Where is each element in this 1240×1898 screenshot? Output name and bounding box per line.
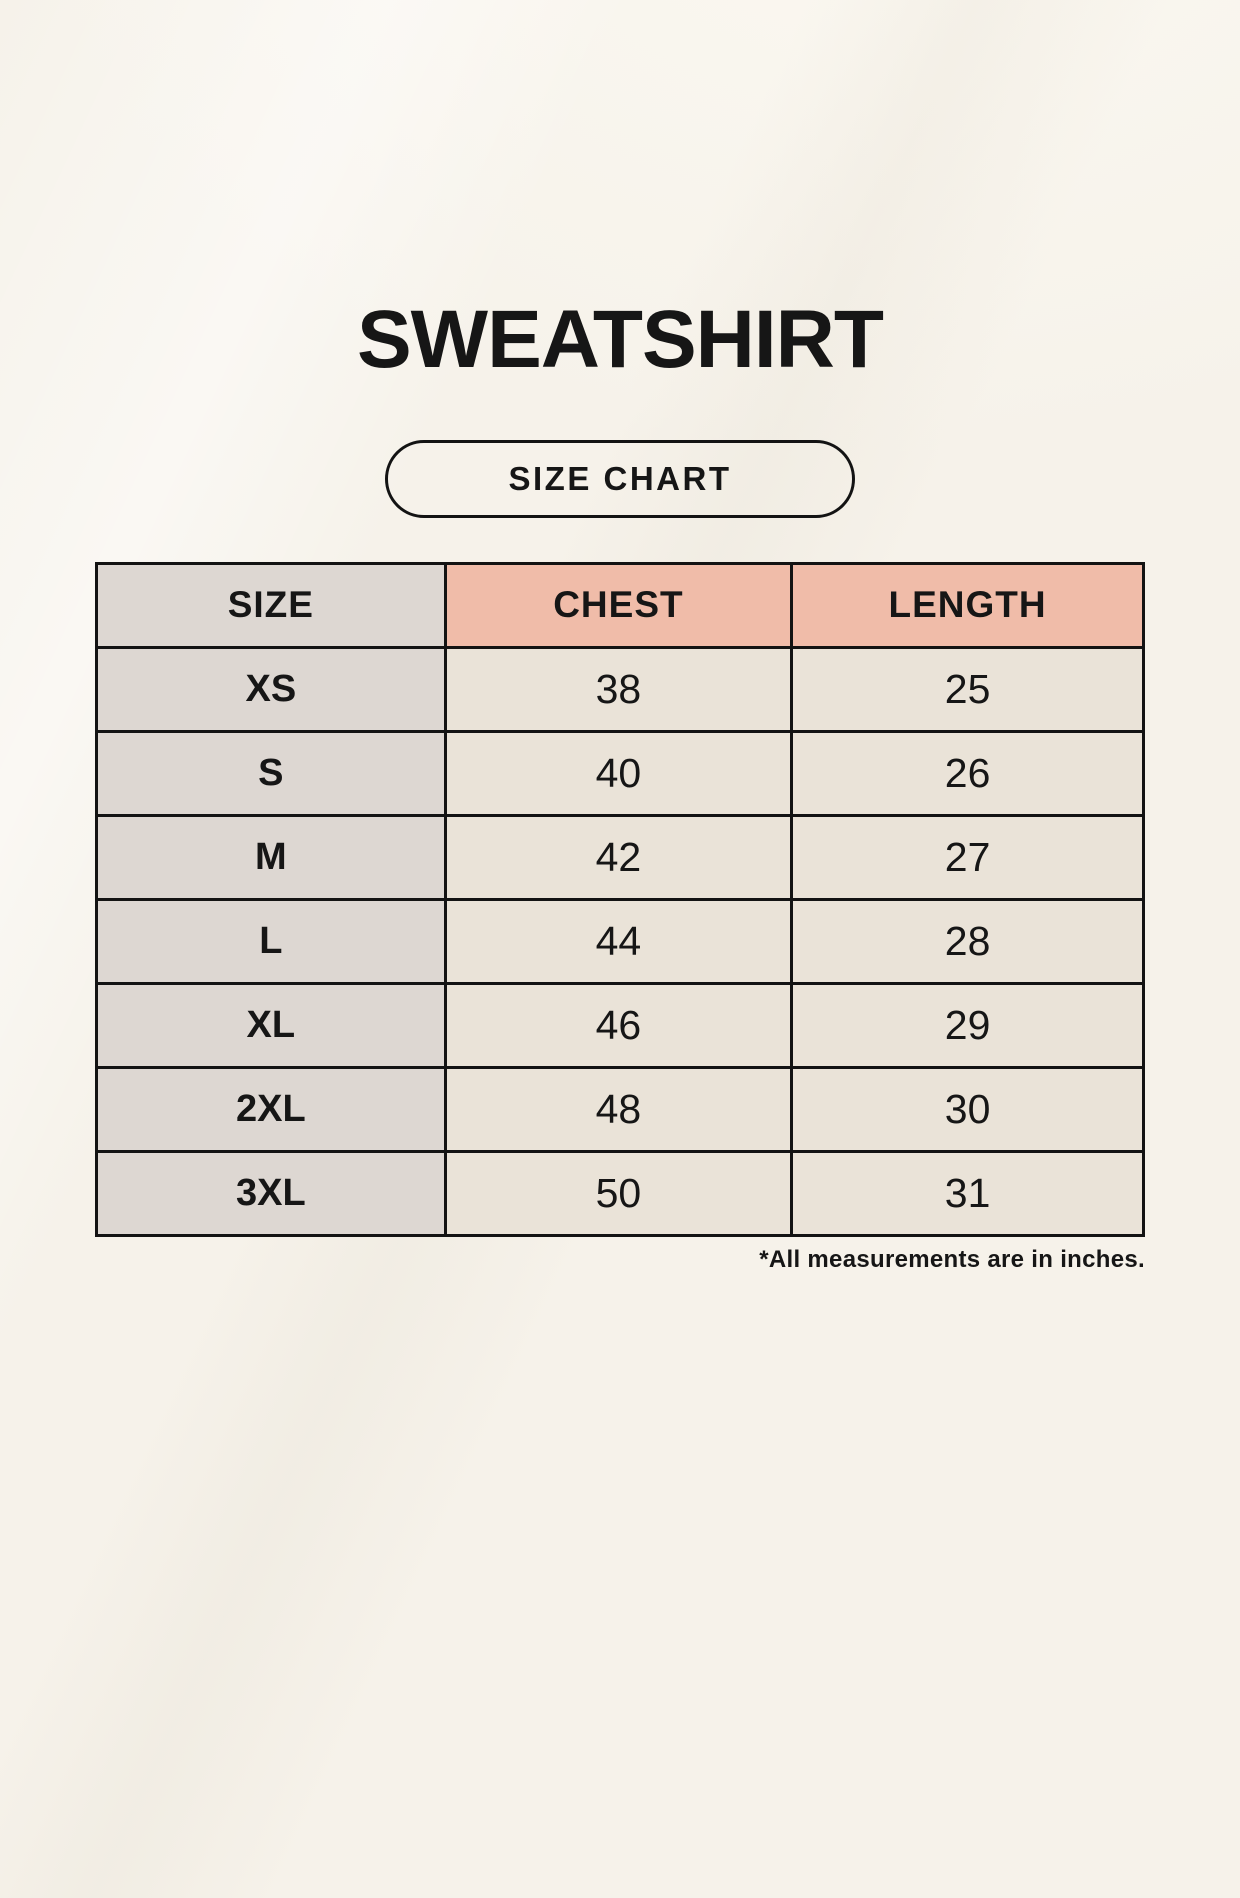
table-row <box>97 731 1144 815</box>
size-chart-page <box>95 294 1145 1274</box>
length-value-cell: 26 <box>792 731 1144 815</box>
table-row <box>97 983 1144 1067</box>
chest-value-cell: 40 <box>445 731 792 815</box>
column-header-length: LENGTH <box>792 563 1144 647</box>
badge-container <box>95 440 1145 518</box>
size-label-cell: 2XL <box>97 1067 446 1151</box>
table-row <box>97 899 1144 983</box>
length-value-cell: 29 <box>792 983 1144 1067</box>
column-header-size: SIZE <box>97 563 446 647</box>
chest-value-cell: 44 <box>445 899 792 983</box>
table-header <box>97 563 1144 647</box>
table-row <box>97 1151 1144 1235</box>
size-table-body <box>97 647 1144 1235</box>
size-label-cell: M <box>97 815 446 899</box>
measurements-note: *All measurements are in inches. <box>759 1245 1145 1273</box>
table-row <box>97 647 1144 731</box>
chest-value-cell: 50 <box>445 1151 792 1235</box>
size-label-cell: L <box>97 899 446 983</box>
column-header-chest: CHEST <box>445 563 792 647</box>
size-chart-badge-label: SIZE CHART <box>508 459 732 497</box>
size-label-cell: XS <box>97 647 446 731</box>
chest-value-cell: 48 <box>445 1067 792 1151</box>
size-chart-badge <box>385 440 855 518</box>
chest-value-cell: 46 <box>445 983 792 1067</box>
size-label-cell: S <box>97 731 446 815</box>
chest-value-cell: 42 <box>445 815 792 899</box>
length-value-cell: 25 <box>792 647 1144 731</box>
length-value-cell: 30 <box>792 1067 1144 1151</box>
length-value-cell: 31 <box>792 1151 1144 1235</box>
length-value-cell: 28 <box>792 899 1144 983</box>
size-label-cell: XL <box>97 983 446 1067</box>
size-label-cell: 3XL <box>97 1151 446 1235</box>
size-chart-table <box>95 562 1145 1237</box>
table-row <box>97 1067 1144 1151</box>
length-value-cell: 27 <box>792 815 1144 899</box>
chest-value-cell: 38 <box>445 647 792 731</box>
header-row <box>97 563 1144 647</box>
page-title: SWEATSHIRT <box>356 294 883 385</box>
table-row <box>97 815 1144 899</box>
